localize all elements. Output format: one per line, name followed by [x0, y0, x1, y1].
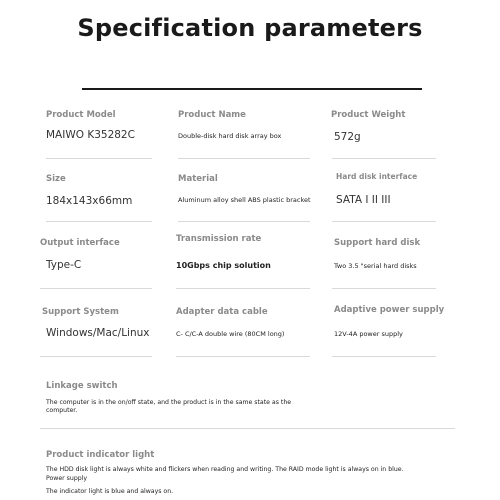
row3-divider-col1 [40, 288, 152, 289]
row4-divider-col2 [176, 356, 310, 357]
output-interface-value: Type-C [46, 259, 82, 271]
support-hard-disk-value: Two 3.5 "serial hard disks [334, 262, 417, 270]
row2-divider-col3 [332, 221, 436, 222]
product-weight-value: 572g [334, 131, 361, 143]
support-hard-disk-label: Support hard disk [334, 238, 421, 248]
adaptive-power-label: Adaptive power supply [334, 305, 445, 315]
product-name-label: Product Name [178, 110, 246, 120]
indicator-light-line3: The indicator light is blue and always on. [46, 488, 174, 495]
material-label: Material [178, 174, 218, 184]
indicator-light-line2: Power supply [46, 475, 88, 482]
output-interface-label: Output interface [40, 238, 120, 248]
product-weight-label: Product Weight [331, 110, 406, 120]
indicator-light-label: Product indicator light [46, 450, 155, 460]
row4-divider-col1 [40, 356, 152, 357]
linkage-divider [40, 428, 455, 429]
size-label: Size [46, 174, 66, 184]
hard-disk-interface-label: Hard disk interface [336, 172, 418, 181]
product-model-value: MAIWO K35282C [46, 129, 135, 141]
support-system-label: Support System [42, 307, 119, 317]
row3-divider-col3 [332, 288, 436, 289]
row4-divider-col3 [332, 356, 436, 357]
row3-divider-col2 [176, 288, 310, 289]
adapter-cable-label: Adapter data cable [176, 307, 268, 317]
material-value: Aluminum alloy shell ABS plastic bracket [178, 196, 311, 204]
linkage-switch-line2: computer. [46, 407, 78, 414]
page-title: Specification parameters [77, 14, 423, 42]
product-model-label: Product Model [46, 110, 116, 120]
linkage-switch-line1: The computer is in the on/off state, and the product is in the same state as the [46, 399, 292, 406]
size-value: 184x143x66mm [46, 195, 133, 207]
row1-divider-col3 [332, 158, 436, 159]
linkage-switch-label: Linkage switch [46, 381, 118, 391]
hard-disk-interface-value: SATA I II III [336, 194, 391, 206]
adaptive-power-value: 12V-4A power supply [334, 330, 403, 338]
support-system-value: Windows/Mac/Linux [46, 327, 150, 339]
product-name-value: Double-disk hard disk array box [178, 132, 282, 140]
title-divider [82, 88, 422, 90]
row1-divider-col2 [178, 158, 310, 159]
row1-divider-col1 [46, 158, 152, 159]
row2-divider-col1 [46, 221, 152, 222]
indicator-light-line1: The HDD disk light is always white and flickers when reading and writing. The RAID mode light is always on in blue. [46, 466, 404, 473]
adapter-cable-value: C- C/C-A double wire (80CM long) [176, 330, 285, 338]
transmission-rate-label: Transmission rate [176, 234, 262, 244]
transmission-rate-value: 10Gbps chip solution [176, 261, 271, 270]
row2-divider-col2 [178, 221, 310, 222]
